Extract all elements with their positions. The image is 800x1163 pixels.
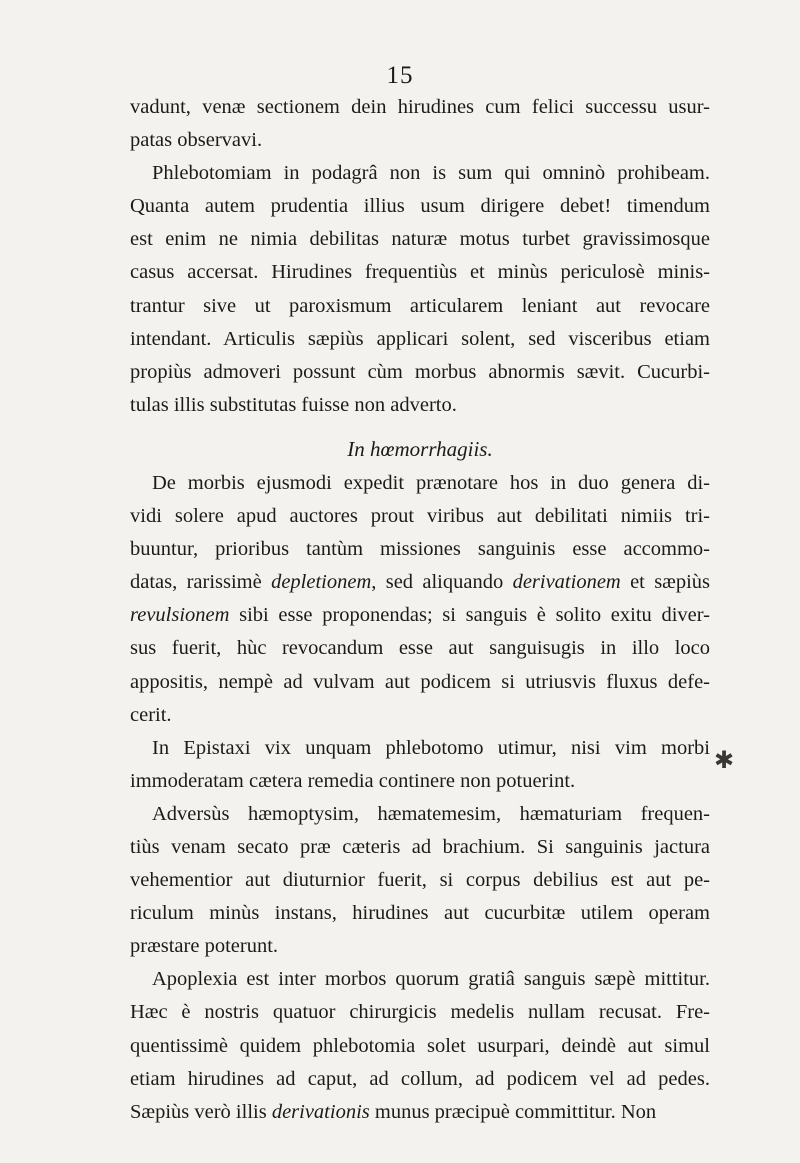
text-line bbox=[130, 1030, 710, 1063]
text-run: præstare poterunt. bbox=[130, 935, 279, 958]
text-run: De morbis ejusmodi expedit prænotare hos in duo genera di- bbox=[152, 471, 710, 494]
text-line bbox=[130, 566, 710, 599]
text-run: tiùs venam secato præ cæteris ad brachium. Si sanguinis jactura bbox=[130, 835, 710, 858]
text-run: quentissimè quidem phlebotomia solet usurpari, deindè aut simul bbox=[130, 1034, 710, 1057]
text-line bbox=[130, 533, 710, 566]
text-line bbox=[130, 91, 710, 124]
text-run: est enim ne nimia debilitas naturæ motus turbet gravissimosque bbox=[130, 228, 710, 251]
text-run: cerit. bbox=[130, 703, 172, 726]
text-run: vadunt, venæ sectionem dein hirudines cum felici successu usur- bbox=[130, 96, 710, 118]
text-line bbox=[130, 864, 710, 897]
italic-term: derivationis bbox=[271, 1100, 370, 1123]
text-run: Apoplexia est inter morbos quorum gratiâ sanguis sæpè mittitur. bbox=[152, 968, 710, 991]
text-line bbox=[130, 124, 710, 157]
text-run: patas observavi. bbox=[130, 129, 263, 152]
italic-term: revulsionem bbox=[130, 604, 230, 627]
page-number: 15 bbox=[386, 62, 414, 89]
text-run: buuntur, prioribus tantùm missiones sanguinis esse accommo- bbox=[130, 538, 710, 561]
text-line bbox=[130, 599, 710, 632]
text-line bbox=[130, 290, 710, 323]
text-run: tulas illis substitutas fuisse non adverto. bbox=[130, 393, 457, 416]
text-line bbox=[130, 500, 710, 533]
text-line bbox=[130, 699, 710, 732]
text-line bbox=[130, 389, 710, 422]
text-run: casus accersat. Hirudines frequentiùs et minùs periculosè minis- bbox=[130, 261, 710, 284]
text-run: sibi esse proponendas; si sanguis è solito exitu diver- bbox=[229, 604, 710, 627]
text-line bbox=[130, 223, 710, 256]
text-line bbox=[130, 798, 710, 831]
body-text bbox=[130, 91, 710, 1129]
text-line bbox=[130, 190, 710, 223]
text-run: munus præcipuè committitur. Non bbox=[369, 1100, 657, 1123]
text-run: sus fuerit, hùc revocandum esse aut sanguisugis in illo loco bbox=[130, 637, 710, 660]
text-run: intendant. Articulis sæpiùs applicari solent, sed visceribus etiam bbox=[130, 327, 710, 350]
text-run: , sed aliquando bbox=[371, 571, 513, 594]
ink-blot-mark: ✱ bbox=[714, 748, 735, 774]
text-line bbox=[130, 356, 710, 389]
text-run: vidi solere apud auctores prout viribus aut debilitati nimiis tri- bbox=[130, 505, 710, 528]
text-run: vehementior aut diuturnior fuerit, si corpus debilius est aut pe- bbox=[130, 869, 710, 892]
text-line bbox=[130, 732, 710, 765]
text-line bbox=[130, 1063, 710, 1096]
text-run: Adversùs hæmoptysim, hæmatemesim, hæmaturiam frequen- bbox=[152, 802, 710, 825]
text-run: immoderatam cætera remedia continere non potuerint. bbox=[130, 769, 576, 792]
text-line bbox=[130, 996, 710, 1029]
text-line bbox=[130, 1096, 710, 1129]
italic-term: derivationem bbox=[512, 571, 621, 594]
text-run: etiam hirudines ad caput, ad collum, ad podicem vel ad pedes. bbox=[130, 1067, 710, 1090]
text-line bbox=[130, 467, 710, 500]
text-run: Sæpiùs verò illis bbox=[130, 1100, 272, 1123]
text-run: trantur sive ut paroxismum articularem leniant aut revocare bbox=[130, 294, 710, 317]
text-line bbox=[130, 831, 710, 864]
text-line bbox=[130, 323, 710, 356]
text-run: In Epistaxi vix unquam phlebotomo utimur, nisi vim morbi bbox=[152, 736, 710, 759]
text-line bbox=[130, 666, 710, 699]
section-heading: In hœmorrhagiis. bbox=[347, 436, 493, 461]
text-run: propiùs admoveri possunt cùm morbus abnormis sævit. Cucurbi- bbox=[130, 360, 710, 383]
text-run: Phlebotomiam in podagrâ non is sum qui omninò prohibeam. bbox=[152, 162, 710, 185]
text-line bbox=[130, 897, 710, 930]
text-line bbox=[130, 157, 710, 190]
text-line bbox=[130, 930, 710, 963]
text-line bbox=[130, 256, 710, 289]
text-run: appositis, nempè ad vulvam aut podicem si utriusvis fluxus defe- bbox=[130, 670, 710, 693]
text-run: Quanta autem prudentia illius usum dirigere debet! timendum bbox=[130, 195, 710, 218]
text-run: datas, rarissimè bbox=[130, 571, 272, 594]
text-run: riculum minùs instans, hirudines aut cucurbitæ utilem operam bbox=[130, 902, 710, 925]
text-line bbox=[130, 963, 710, 996]
text-line bbox=[130, 765, 710, 798]
italic-term: depletionem bbox=[271, 571, 372, 594]
text-run: Hæc è nostris quatuor chirurgicis medelis nullam recusat. Fre- bbox=[130, 1001, 710, 1024]
text-run: et sæpiùs bbox=[620, 571, 711, 594]
text-line bbox=[130, 632, 710, 665]
